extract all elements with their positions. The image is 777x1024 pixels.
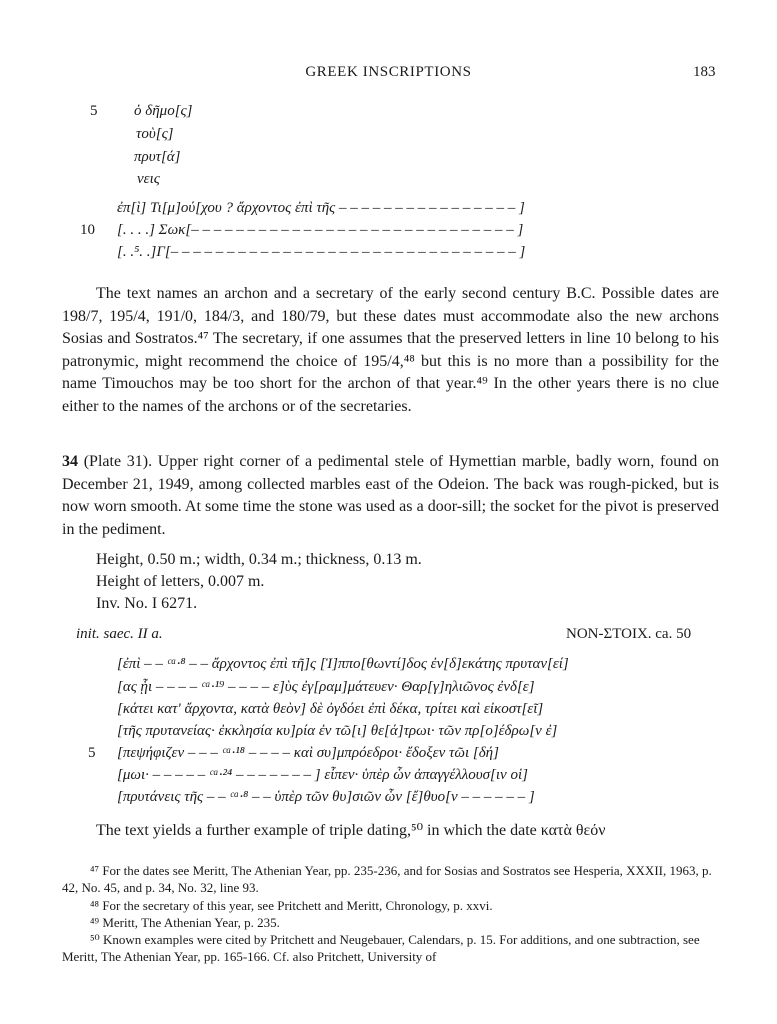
inscription-line: [. . . .] Σωκ[– – – – – – – – – – – – – – – – – – – – – – – – – – – – – ] bbox=[117, 222, 524, 238]
inscription-line: [ἐπὶ – – ᶜᵃ·⁸ – – ἄρχοντος ἐπὶ τῆ]ς [Ἱ]ππο[θωντί]δος ἐν[δ]εκάτης πρυταν[εί] bbox=[117, 656, 569, 672]
inscription-line: [ας ᾗι – – – – ᶜᵃ·¹⁹ – – – – ε]ὺς ἐγ[ραμ]μάτευεν· Θαρ[γ]ηλιῶνος ἐνδ[ε] bbox=[117, 679, 535, 695]
letter-height-line: Height of letters, 0.007 m. bbox=[96, 573, 265, 590]
line-number: 10 bbox=[80, 222, 95, 238]
page-number: 183 bbox=[693, 64, 716, 80]
footnote-48: ⁴⁸ For the secretary of this year, see Pritchett and Meritt, Chronology, p. xxvi. bbox=[90, 898, 493, 913]
inscription-line: [πεψήφιζεν – – – ᶜᵃ·¹⁸ – – – – καὶ συ]μπρόεδροι· ἔδοξεν τῶι [δή] bbox=[117, 745, 499, 761]
inscription-line: [τῆς πρυτανείας· ἐκκλησία κυ]ρία ἐν τῶ[ι] θε[ά]τρωι· τῶν πρ[ο]έδρω[ν ἐ] bbox=[117, 723, 558, 739]
line-number: 5 bbox=[88, 745, 96, 761]
inscription-line: ἐπ[ὶ] Τι[μ]ού[χου ? ἄρχοντος ἐπὶ τῆς – – – – – – – – – – – – – – – – ] bbox=[117, 200, 525, 216]
inventory-number: Inv. No. I 6271. bbox=[96, 595, 198, 612]
measurements-line: Height, 0.50 m.; width, 0.34 m.; thickness, 0.13 m. bbox=[96, 551, 422, 568]
inscription-line: ὁ δῆμο[ς] bbox=[134, 103, 193, 119]
inscription-line: πρυτ[ά] bbox=[134, 149, 181, 165]
inscription-line: [κάτει κατ' ἄρχοντα, κατὰ θεὸν] δὲ ὀγδόει ἐπὶ δέκα, τρίτει καὶ εἰκοστ[εῖ] bbox=[117, 701, 544, 717]
entry-34-paragraph bbox=[62, 451, 719, 541]
inscription-line: [. .⁵. .]Γ[– – – – – – – – – – – – – – – – – – – – – – – – – – – – – – – ] bbox=[117, 244, 526, 260]
entry-number: 34 bbox=[62, 453, 78, 470]
date-note: init. saec. II a. bbox=[76, 626, 163, 642]
entry-description: (Plate 31). Upper right corner of a pedimental stele of Hymettian marble, badly worn, found on December 21, 1949, among collected marbles east of the Odeion. The back was rough-picked, but is now worn smooth. At some time the stone was used as a door-sill; the socket for the pivot is preserved in the pediment. bbox=[62, 453, 720, 538]
inscription-line: νεις bbox=[137, 171, 160, 187]
stoichedon-note: NON-ΣΤΟΙΧ. ca. 50 bbox=[566, 626, 692, 642]
footnote-49: ⁴⁹ Meritt, The Athenian Year, p. 235. bbox=[90, 915, 280, 930]
inscription-line: τοὺ[ς] bbox=[136, 126, 174, 142]
inscription-line: [πρυτάνεις τῆς – – ᶜᵃ·⁸ – – ὑπὲρ τῶν θυ]σιῶν ὧν [ἔ]θυο[ν – – – – – – ] bbox=[117, 789, 535, 805]
running-header: GREEK INSCRIPTIONS bbox=[305, 64, 472, 80]
body-paragraph-2: The text yields a further example of triple dating,⁵⁰ in which the date κατὰ θεόν bbox=[96, 822, 606, 839]
inscription-line: [μωι· – – – – – ᶜᵃ·²⁴ – – – – – – – ] εἶπεν· ὑπὲρ ὧν ἀπαγγέλλουσ[ιν οἱ] bbox=[117, 767, 528, 783]
body-paragraph: The text names an archon and a secretary of the early second century B.C. Possible dates are 198/7, 195/4, 191/0, 184/3, and 180/79, but these dates must accommodate also the new archons Sosias and Sostratos.⁴⁷ The secretary, if one assumes that the preserved letters in line 10 belong to his patronymic, might recommend the choice of 195/4,⁴⁸ but this is no more than a possibility for the name Timouchos may be too short for the archon of that year.⁴⁹ In the other years there is no clue either to the names of the archons or of the secretaries. bbox=[62, 285, 719, 415]
line-number: 5 bbox=[90, 103, 98, 119]
footnote-50: ⁵⁰ Known examples were cited by Pritchett and Neugebauer, Calendars, p. 15. For additions, and one subtraction, see Meritt, The Athenian Year, pp. 165-166. Cf. also Pritchett, University of bbox=[62, 932, 700, 964]
footnote-47: ⁴⁷ For the dates see Meritt, The Athenian Year, pp. 235-236, and for Sosias and Sostratos see Hesperia, XXXII, 1963, p. 42, No. 45, and p. 34, No. 32, line 93. bbox=[62, 863, 712, 895]
